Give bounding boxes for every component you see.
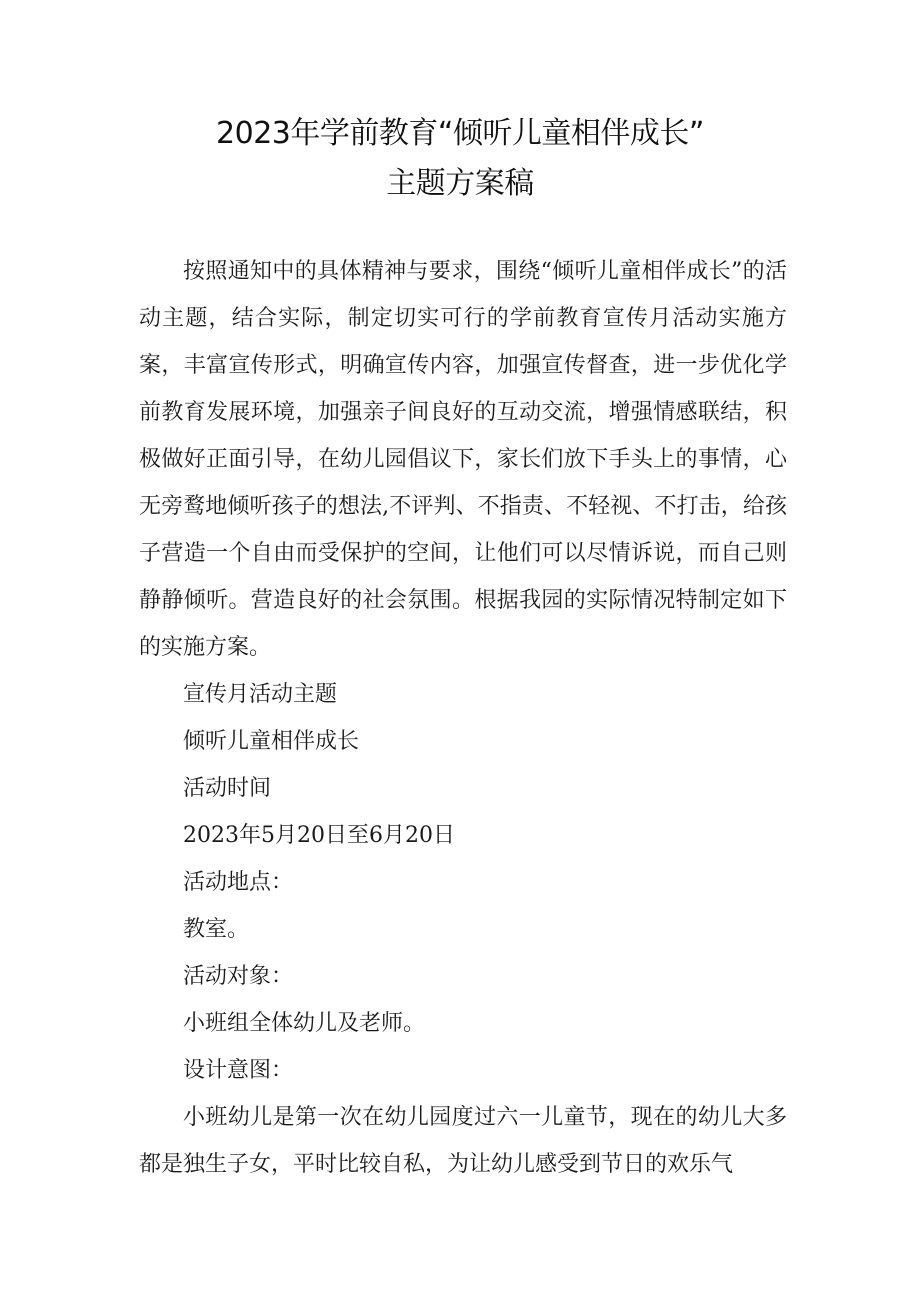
target-value: 小班组全体幼儿及老师。 (183, 1011, 426, 1036)
time-value: 2023年5月20日至6月20日 (183, 823, 455, 848)
design-heading: 设计意图： (183, 1058, 294, 1083)
theme-value: 倾听儿童相伴成长 (183, 729, 360, 754)
place-heading: 活动地点： (183, 870, 294, 895)
document-body (139, 248, 787, 1188)
theme-heading: 宣传月活动主题 (183, 682, 338, 707)
intro-paragraph: 按照通知中的具体精神与要求，围绕“倾听儿童相伴成长”的活动主题，结合实际，制定切实可行的学前教育宣传月活动实施方案，丰富宣传形式，明确宣传内容，加强宣传督查，进一步优化学前教育发展环境，加强亲子间良好的互动交流，增强情感联结，积极做好正面引导，在幼儿园倡议下，家长们放下手头上的事情，心无旁鹜地倾听孩子的想法,不评判、不指责、不轻视、不打击，给孩子营造一个自由而受保护的空间，让他们可以尽情诉说，而自己则静静倾听。营造良好的社会氛围。根据我园的实际情况特制定如下的实施方案。 (139, 259, 787, 660)
document-title-line-1: 2023年学前教育“倾听儿童相伴成长” (216, 116, 704, 151)
time-heading: 活动时间 (183, 776, 272, 801)
target-heading: 活动对象： (183, 964, 294, 989)
place-value: 教室。 (183, 917, 250, 942)
document-title-line-2: 主题方案稿 (386, 166, 534, 201)
design-paragraph: 小班幼儿是第一次在幼儿园度过六一儿童节，现在的幼儿大多都是独生子女，平时比较自私，为让幼儿感受到节日的欢乐气 (139, 1105, 787, 1177)
